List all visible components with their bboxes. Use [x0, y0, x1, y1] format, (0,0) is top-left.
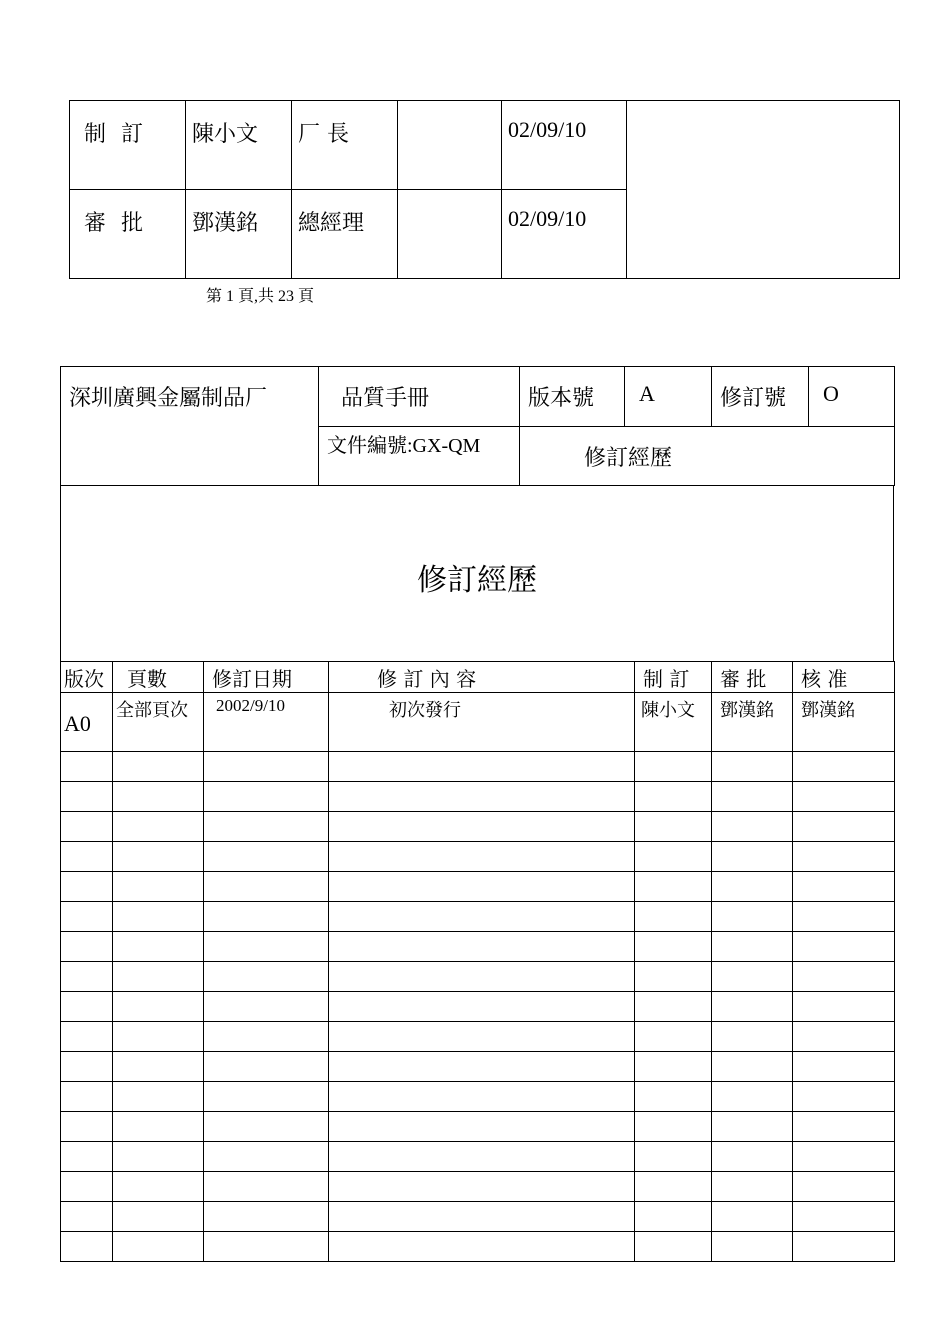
empty-cell [793, 902, 895, 932]
empty-cell [113, 812, 204, 842]
cell-approved: 鄧漢銘 [801, 700, 855, 721]
empty-cell [61, 1112, 113, 1142]
empty-table-row [61, 1022, 895, 1052]
empty-cell [712, 992, 793, 1022]
empty-cell [113, 842, 204, 872]
empty-cell [204, 992, 329, 1022]
empty-cell [712, 812, 793, 842]
column-header: 審 批 [720, 667, 767, 691]
empty-cell [329, 782, 635, 812]
empty-cell [712, 842, 793, 872]
empty-cell [793, 752, 895, 782]
empty-cell [61, 902, 113, 932]
empty-table-row [61, 1172, 895, 1202]
empty-cell [113, 932, 204, 962]
cell-content: 初次發行 [389, 700, 461, 721]
table-header-row [61, 662, 895, 693]
empty-cell [61, 1202, 113, 1232]
empty-table-row [61, 752, 895, 782]
cell-drafted: 陳小文 [641, 700, 695, 721]
empty-cell [113, 1202, 204, 1232]
empty-table-row [61, 872, 895, 902]
document-header [60, 366, 895, 486]
empty-cell [113, 1232, 204, 1262]
revision-label: 修訂號 [720, 386, 787, 411]
empty-cell [329, 1052, 635, 1082]
empty-cell [113, 872, 204, 902]
empty-cell [329, 752, 635, 782]
empty-cell [113, 1052, 204, 1082]
cell-version: A0 [64, 711, 91, 736]
approval-role: 制 訂 [84, 122, 147, 147]
empty-cell [793, 842, 895, 872]
empty-table-row [61, 1082, 895, 1112]
empty-cell [793, 812, 895, 842]
empty-cell [635, 1052, 712, 1082]
empty-cell [712, 1142, 793, 1172]
empty-cell [635, 1172, 712, 1202]
approval-name: 陳小文 [192, 122, 259, 147]
column-header: 頁數 [127, 667, 167, 691]
empty-cell [635, 1082, 712, 1112]
column-header: 修訂日期 [212, 667, 292, 691]
empty-cell [204, 842, 329, 872]
empty-cell [793, 872, 895, 902]
empty-cell [61, 932, 113, 962]
approval-row [70, 101, 900, 190]
empty-cell [329, 1022, 635, 1052]
empty-cell [204, 1052, 329, 1082]
empty-cell [712, 752, 793, 782]
empty-cell [635, 1142, 712, 1172]
section-name: 修訂經歷 [584, 446, 673, 471]
empty-cell [204, 752, 329, 782]
column-header: 核 准 [801, 667, 848, 691]
empty-cell [635, 842, 712, 872]
empty-cell [204, 782, 329, 812]
empty-cell [793, 962, 895, 992]
empty-cell [712, 902, 793, 932]
empty-table-row [61, 962, 895, 992]
empty-table-row [61, 812, 895, 842]
approval-table [69, 100, 900, 279]
approval-role: 審 批 [84, 211, 147, 236]
empty-cell [712, 872, 793, 902]
empty-cell [329, 872, 635, 902]
empty-cell [329, 1082, 635, 1112]
empty-cell [712, 1232, 793, 1262]
empty-cell [204, 1232, 329, 1262]
company-name: 深圳廣興金屬制品厂 [69, 386, 268, 411]
empty-cell [712, 1082, 793, 1112]
empty-cell [329, 932, 635, 962]
approval-title: 總經理 [298, 211, 365, 236]
revision-value: O [823, 381, 839, 406]
empty-cell [329, 1232, 635, 1262]
cell-pages: 全部頁次 [116, 700, 188, 721]
empty-cell [113, 1142, 204, 1172]
empty-cell [329, 1172, 635, 1202]
empty-table-row [61, 1052, 895, 1082]
empty-table-row [61, 1112, 895, 1142]
empty-cell [635, 932, 712, 962]
empty-cell [204, 1022, 329, 1052]
empty-cell [204, 1082, 329, 1112]
empty-table-row [61, 1142, 895, 1172]
empty-cell [635, 1202, 712, 1232]
empty-cell [635, 992, 712, 1022]
empty-table-row [61, 902, 895, 932]
empty-cell [113, 992, 204, 1022]
empty-cell [793, 932, 895, 962]
empty-cell [329, 842, 635, 872]
empty-cell [712, 1022, 793, 1052]
empty-cell [635, 812, 712, 842]
empty-cell [329, 962, 635, 992]
empty-table-row [61, 1202, 895, 1232]
empty-cell [712, 962, 793, 992]
empty-cell [204, 872, 329, 902]
empty-cell [712, 1052, 793, 1082]
empty-cell [793, 782, 895, 812]
empty-cell [793, 1142, 895, 1172]
empty-cell [712, 1202, 793, 1232]
empty-cell [635, 1022, 712, 1052]
empty-cell [793, 992, 895, 1022]
empty-cell [793, 1082, 895, 1112]
empty-cell [113, 1082, 204, 1112]
empty-cell [61, 992, 113, 1022]
empty-cell [204, 1142, 329, 1172]
empty-table-row [61, 992, 895, 1022]
empty-cell [61, 752, 113, 782]
empty-cell [329, 1112, 635, 1142]
empty-cell [635, 1232, 712, 1262]
empty-cell [204, 1112, 329, 1142]
empty-cell [329, 1202, 635, 1232]
empty-cell [793, 1202, 895, 1232]
empty-cell [793, 1172, 895, 1202]
empty-cell [712, 1112, 793, 1142]
title-box [60, 485, 894, 661]
empty-cell [113, 752, 204, 782]
empty-cell [329, 1142, 635, 1172]
empty-cell [204, 1172, 329, 1202]
empty-cell [793, 1052, 895, 1082]
empty-cell [204, 962, 329, 992]
empty-cell [61, 1082, 113, 1112]
empty-cell [635, 752, 712, 782]
empty-cell [113, 1172, 204, 1202]
empty-table-row [61, 1232, 895, 1262]
empty-cell [61, 1022, 113, 1052]
empty-cell [793, 1232, 895, 1262]
approval-name: 鄧漢銘 [192, 211, 259, 236]
empty-cell [793, 1112, 895, 1142]
approval-remarks-cell [627, 101, 900, 279]
empty-cell [113, 1022, 204, 1052]
empty-table-row [61, 842, 895, 872]
empty-cell [61, 872, 113, 902]
empty-cell [113, 1112, 204, 1142]
empty-cell [204, 932, 329, 962]
empty-table-row [61, 932, 895, 962]
approval-date: 02/09/10 [508, 117, 587, 142]
empty-cell [61, 812, 113, 842]
empty-cell [712, 782, 793, 812]
table-row [61, 693, 895, 752]
empty-cell [113, 902, 204, 932]
empty-cell [204, 1202, 329, 1232]
cell-reviewed: 鄧漢銘 [720, 700, 774, 721]
document-number: 文件編號:GX-QM [327, 435, 481, 457]
column-header: 制 訂 [643, 667, 690, 691]
approval-date: 02/09/10 [508, 206, 587, 231]
column-header: 版次 [64, 667, 104, 691]
empty-table-row [61, 782, 895, 812]
empty-cell [61, 782, 113, 812]
empty-cell [635, 902, 712, 932]
column-header: 修 訂 內 容 [377, 667, 477, 691]
empty-cell [329, 812, 635, 842]
approval-signature-cell [398, 190, 502, 279]
empty-cell [204, 902, 329, 932]
empty-cell [329, 902, 635, 932]
empty-cell [793, 1022, 895, 1052]
approval-signature-cell [398, 101, 502, 190]
version-value: A [639, 381, 655, 406]
empty-cell [329, 992, 635, 1022]
revision-history-table [60, 661, 895, 1262]
empty-cell [61, 1232, 113, 1262]
empty-cell [712, 1172, 793, 1202]
approval-title: 厂 長 [298, 122, 349, 147]
empty-cell [635, 962, 712, 992]
empty-cell [113, 782, 204, 812]
empty-cell [61, 962, 113, 992]
empty-cell [61, 1142, 113, 1172]
page-footer: 第 1 頁,共 23 頁 [206, 288, 315, 305]
empty-cell [712, 932, 793, 962]
version-label: 版本號 [528, 386, 595, 411]
empty-cell [61, 842, 113, 872]
empty-cell [61, 1172, 113, 1202]
page-title: 修訂經歷 [417, 563, 537, 598]
empty-cell [61, 1052, 113, 1082]
empty-cell [635, 1112, 712, 1142]
manual-name: 品質手冊 [341, 386, 430, 411]
empty-cell [204, 812, 329, 842]
empty-cell [635, 872, 712, 902]
empty-cell [635, 782, 712, 812]
cell-date: 2002/9/10 [216, 696, 285, 715]
empty-cell [113, 962, 204, 992]
